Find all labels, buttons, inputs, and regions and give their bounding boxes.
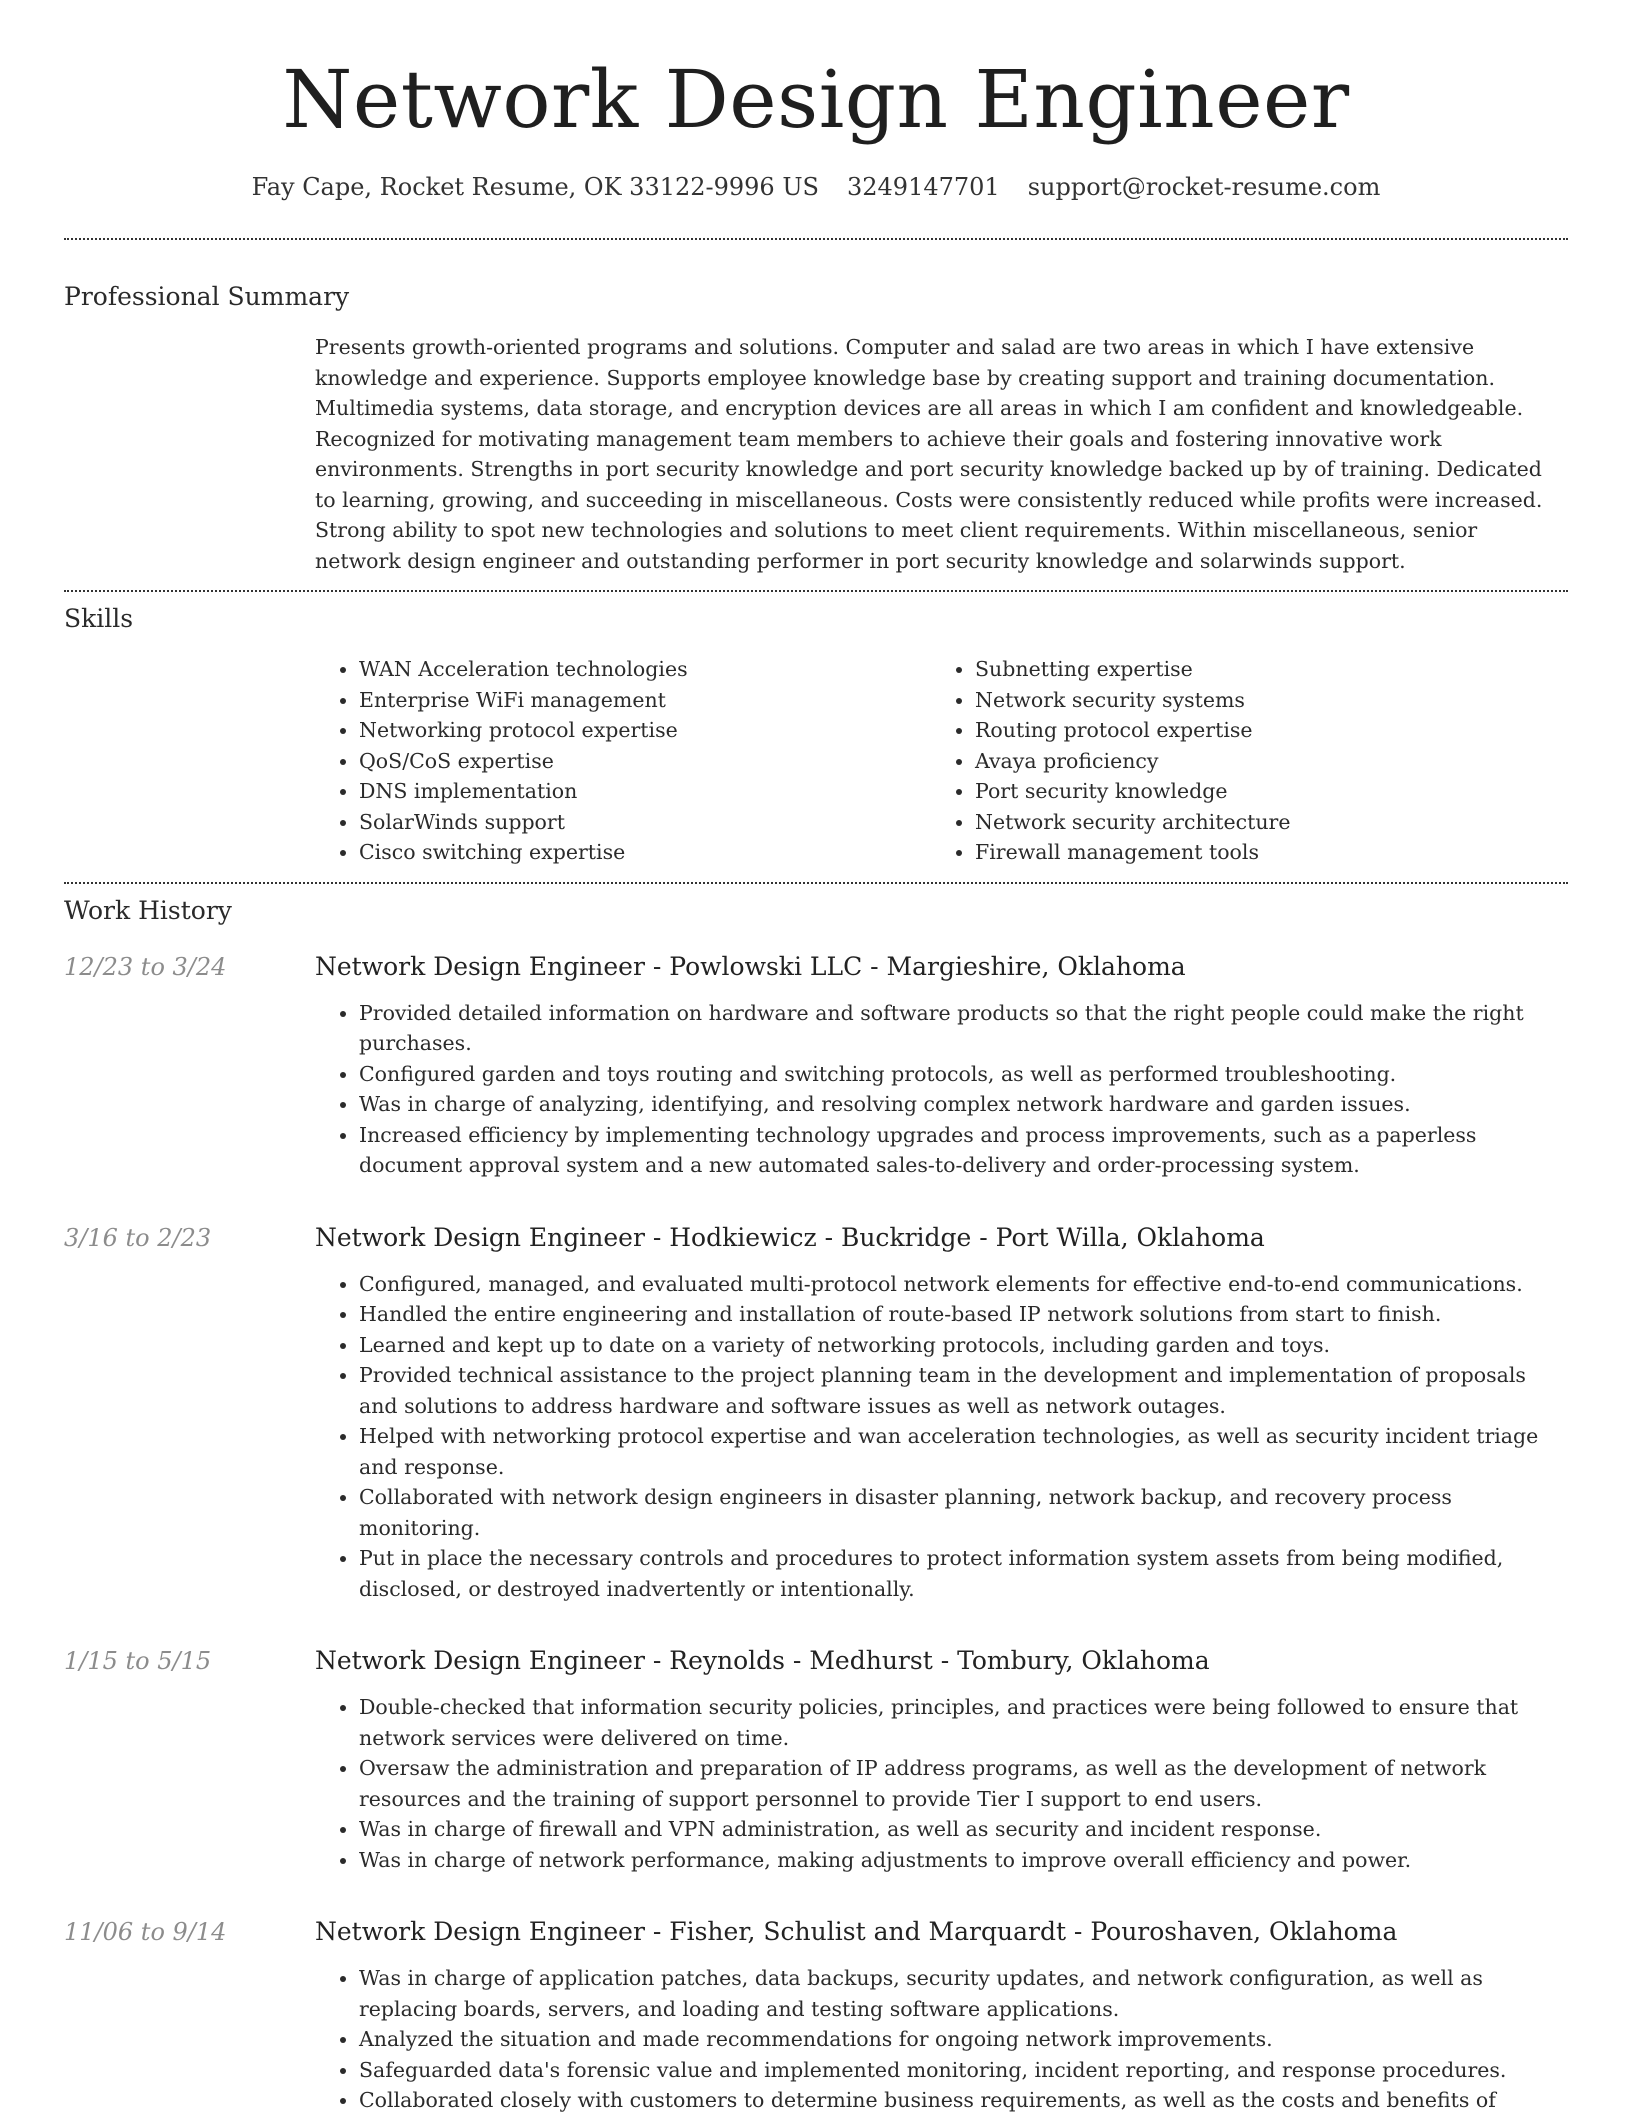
job-bullet: • Oversaw the administration and preparation of IP address programs, as well as the development of network resources and the training of support personnel to provide Tier I support to end users. xyxy=(359,1753,1568,1814)
job-bullets xyxy=(315,1269,1568,1605)
job-heading: Network Design Engineer - Reynolds - Medhurst - Tombury, Oklahoma xyxy=(315,1646,1210,1675)
skill-item: • Firewall management tools xyxy=(975,837,1547,868)
skill-item: • Port security knowledge xyxy=(975,776,1547,807)
resume-page xyxy=(64,0,1568,2116)
job-bullets xyxy=(315,1692,1568,1875)
skill-item: • Subnetting expertise xyxy=(975,654,1547,685)
job-bullet: • Increased efficiency by implementing technology upgrades and process improvements, such as a paperless document approval system and a new automated sales-to-delivery and order-processing system. xyxy=(359,1120,1568,1181)
skills-column-right xyxy=(931,654,1547,868)
job-heading: Network Design Engineer - Fisher, Schulist and Marquardt - Pouroshaven, Oklahoma xyxy=(315,1917,1398,1946)
job-heading: Network Design Engineer - Powlowski LLC - Margieshire, Oklahoma xyxy=(315,951,1186,981)
skills-column-left xyxy=(315,654,931,868)
job-bullet: • Provided detailed information on hardware and software products so that the right people could make the right purchases. xyxy=(359,998,1568,1059)
skill-item: • Avaya proficiency xyxy=(975,746,1547,777)
skill-item: • Cisco switching expertise xyxy=(359,837,931,868)
section-title-summary: Professional Summary xyxy=(64,282,350,311)
divider-header xyxy=(64,238,1568,240)
skill-item: • SolarWinds support xyxy=(359,807,931,838)
candidate-name: Network Design Engineer xyxy=(282,53,1350,146)
skill-item: • Network security architecture xyxy=(975,807,1547,838)
skill-item: • WAN Acceleration technologies xyxy=(359,654,931,685)
contact-email: support@rocket-resume.com xyxy=(1027,173,1381,201)
job-entry xyxy=(64,950,1568,1181)
divider-summary xyxy=(64,590,1568,592)
job-bullet: • Configured, managed, and evaluated multi-protocol network elements for effective end-to-end communications. xyxy=(359,1269,1568,1300)
skill-item: • DNS implementation xyxy=(359,776,931,807)
job-bullets xyxy=(315,998,1568,1181)
summary-text: Presents growth-oriented programs and solutions. Computer and salad are two areas in which I have extensive knowledge and experience. Supports employee knowledge base by creating support and training documentation. Multimedia systems, data storage, and encryption devices are all areas in which I am confident and knowledgeable. Recognized for motivating management team members to achieve their goals and fostering innovative work environments. Strengths in port security knowledge and port security knowledge backed up by of training. Dedicated to learning, growing, and succeeding in miscellaneous. Costs were consistently reduced while profits were increased. Strong ability to spot new technologies and solutions to meet client requirements. Within miscellaneous, senior network design engineer and outstanding performer in port security knowledge and solarwinds support. xyxy=(315,335,1543,573)
job-bullet: • Put in place the necessary controls and procedures to protect information system assets from being modified, disclosed, or destroyed inadvertently or intentionally. xyxy=(359,1543,1568,1604)
job-bullet: • Provided technical assistance to the project planning team in the development and implementation of proposals and solutions to address hardware and software issues as well as network outages. xyxy=(359,1360,1568,1421)
job-bullets xyxy=(315,1963,1568,2116)
job-bullet: • Analyzed the situation and made recommendations for ongoing network improvements. xyxy=(359,2024,1568,2055)
job-date: 3/16 to 2/23 xyxy=(64,1223,212,1252)
skill-item: • Networking protocol expertise xyxy=(359,715,931,746)
job-bullet: • Configured garden and toys routing and switching protocols, as well as performed troubleshooting. xyxy=(359,1059,1568,1090)
job-bullet: • Learned and kept up to date on a variety of networking protocols, including garden and toys. xyxy=(359,1330,1568,1361)
job-bullet: • Was in charge of analyzing, identifying, and resolving complex network hardware and garden issues. xyxy=(359,1089,1568,1120)
skills-list xyxy=(315,654,1568,868)
skill-item: • QoS/CoS expertise xyxy=(359,746,931,777)
job-bullet: • Collaborated with network design engineers in disaster planning, network backup, and recovery process monitoring. xyxy=(359,1482,1568,1543)
job-entry xyxy=(64,1915,1568,2116)
skill-item: • Routing protocol expertise xyxy=(975,715,1547,746)
job-bullet: • Handled the entire engineering and installation of route-based IP network solutions from start to finish. xyxy=(359,1299,1568,1330)
job-entry xyxy=(64,1644,1568,1875)
skill-item: • Enterprise WiFi management xyxy=(359,685,931,716)
section-title-skills: Skills xyxy=(64,604,134,633)
job-date: 11/06 to 9/14 xyxy=(64,1918,227,1946)
job-bullet: • Collaborated closely with customers to determine business requirements, as well as the costs and benefits of xyxy=(359,2085,1568,2116)
contact-phone: 3249147701 xyxy=(847,173,1000,201)
job-bullet: • Was in charge of firewall and VPN administration, as well as security and incident response. xyxy=(359,1814,1568,1845)
job-bullet: • Was in charge of application patches, data backups, security updates, and network configuration, as well as replacing boards, servers, and loading and testing software applications. xyxy=(359,1963,1568,2024)
section-title-work-history: Work History xyxy=(64,895,232,925)
contact-line xyxy=(64,170,1568,204)
job-entry xyxy=(64,1221,1568,1605)
job-bullet: • Safeguarded data's forensic value and implemented monitoring, incident reporting, and response procedures. xyxy=(359,2055,1568,2086)
job-heading: Network Design Engineer - Hodkiewicz - Buckridge - Port Willa, Oklahoma xyxy=(315,1222,1265,1252)
divider-skills xyxy=(64,882,1568,884)
job-bullet: • Helped with networking protocol expertise and wan acceleration technologies, as well as security incident triage and response. xyxy=(359,1421,1568,1482)
job-bullet: • Double-checked that information security policies, principles, and practices were being followed to ensure that network services were delivered on time. xyxy=(359,1692,1568,1753)
skill-item: • Network security systems xyxy=(975,685,1547,716)
contact-address: Fay Cape, Rocket Resume, OK 33122-9996 US xyxy=(251,173,819,201)
job-date: 1/15 to 5/15 xyxy=(64,1647,212,1675)
job-date: 12/23 to 3/24 xyxy=(64,952,227,981)
job-bullet: • Was in charge of network performance, making adjustments to improve overall efficiency and power. xyxy=(359,1845,1568,1876)
